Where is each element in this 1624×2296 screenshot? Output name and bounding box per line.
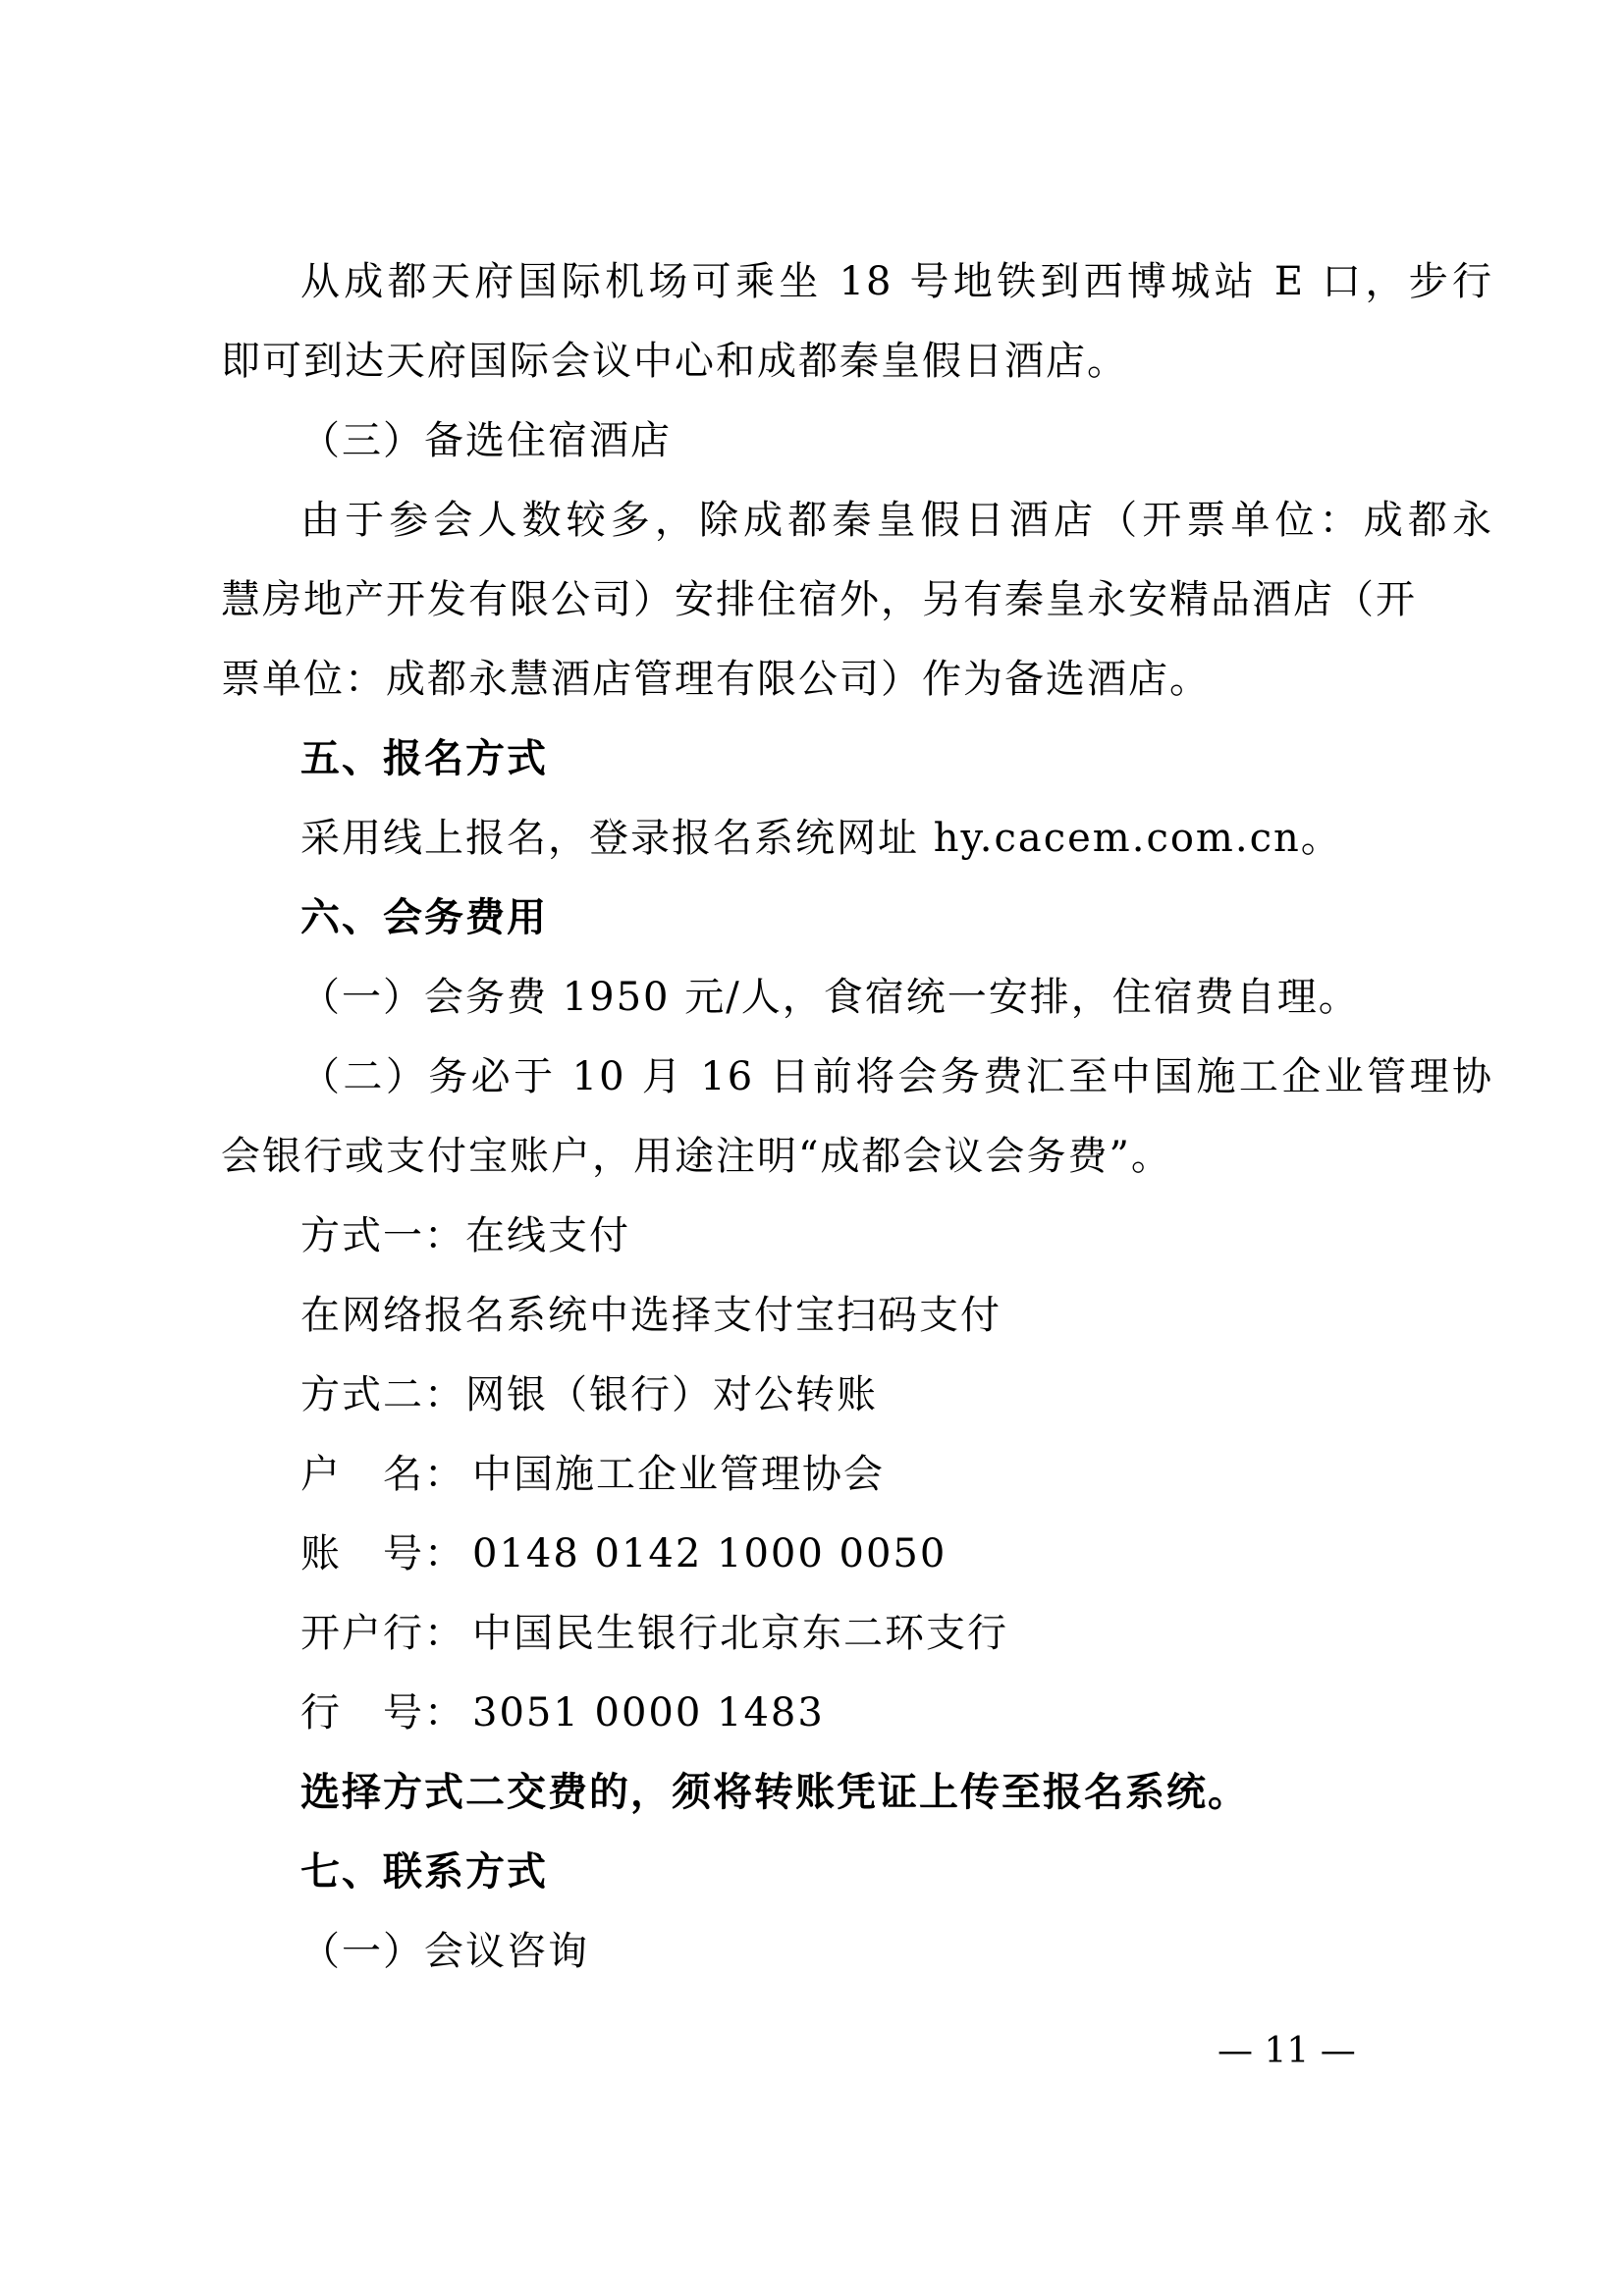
paragraph-hotel-line1: 由于参会人数较多，除成都秦皇假日酒店（开票单位：成都永 [300, 498, 1493, 543]
account-number-row [300, 1529, 1493, 1578]
payment-method-one: 方式一：在线支付 [300, 1213, 630, 1258]
page-number: — 11 — [1218, 2031, 1356, 2071]
heading-contact: 七、联系方式 [300, 1849, 548, 1895]
account-name-value: 中国施工企业管理协会 [472, 1452, 885, 1497]
account-number-label: 账 号： [300, 1531, 465, 1576]
bank-code-value: 3051 0000 1483 [472, 1690, 825, 1735]
bank-branch-value: 中国民生银行北京东二环支行 [472, 1611, 1008, 1656]
heading-registration: 五、报名方式 [300, 736, 548, 781]
paragraph-deadline-line2: 会银行或支付宝账户，用途注明“成都会议会务费”。 [221, 1134, 1172, 1179]
bank-code-label: 行 号： [300, 1690, 465, 1735]
subheading-backup-hotel: （三）备选住宿酒店 [300, 418, 672, 463]
bank-branch-row [300, 1609, 1493, 1658]
paragraph-registration-url: 采用线上报名，登录报名系统网址 hy.cacem.com.cn。 [300, 816, 1342, 861]
account-number-value: 0148 0142 1000 0050 [472, 1531, 947, 1576]
paragraph-deadline-line1: （二）务必于 10 月 16 日前将会务费汇至中国施工企业管理协 [300, 1054, 1493, 1099]
subheading-meeting-inquiry: （一）会议咨询 [300, 1929, 589, 1974]
payment-method-one-desc: 在网络报名系统中选择支付宝扫码支付 [300, 1293, 1001, 1338]
heading-fees: 六、会务费用 [300, 895, 548, 940]
transfer-voucher-note: 选择方式二交费的，须将转账凭证上传至报名系统。 [300, 1770, 1249, 1815]
bank-branch-label: 开户行： [300, 1611, 465, 1656]
paragraph-metro-line2: 即可到达天府国际会议中心和成都秦皇假日酒店。 [221, 339, 1128, 384]
account-name-label: 户 名： [300, 1452, 465, 1497]
bank-code-row [300, 1688, 1493, 1737]
paragraph-hotel-line2: 慧房地产开发有限公司）安排住宿外，另有秦皇永安精品酒店（开 [221, 577, 1417, 622]
account-name-row [300, 1450, 1493, 1499]
payment-method-two: 方式二：网银（银行）对公转账 [300, 1372, 878, 1417]
paragraph-metro-line1: 从成都天府国际机场可乘坐 18 号地铁到西博城站 E 口，步行 [300, 259, 1493, 304]
paragraph-hotel-line3: 票单位：成都永慧酒店管理有限公司）作为备选酒店。 [221, 657, 1211, 702]
paragraph-fee-amount: （一）会务费 1950 元/人，食宿统一安排，住宿费自理。 [300, 975, 1360, 1020]
